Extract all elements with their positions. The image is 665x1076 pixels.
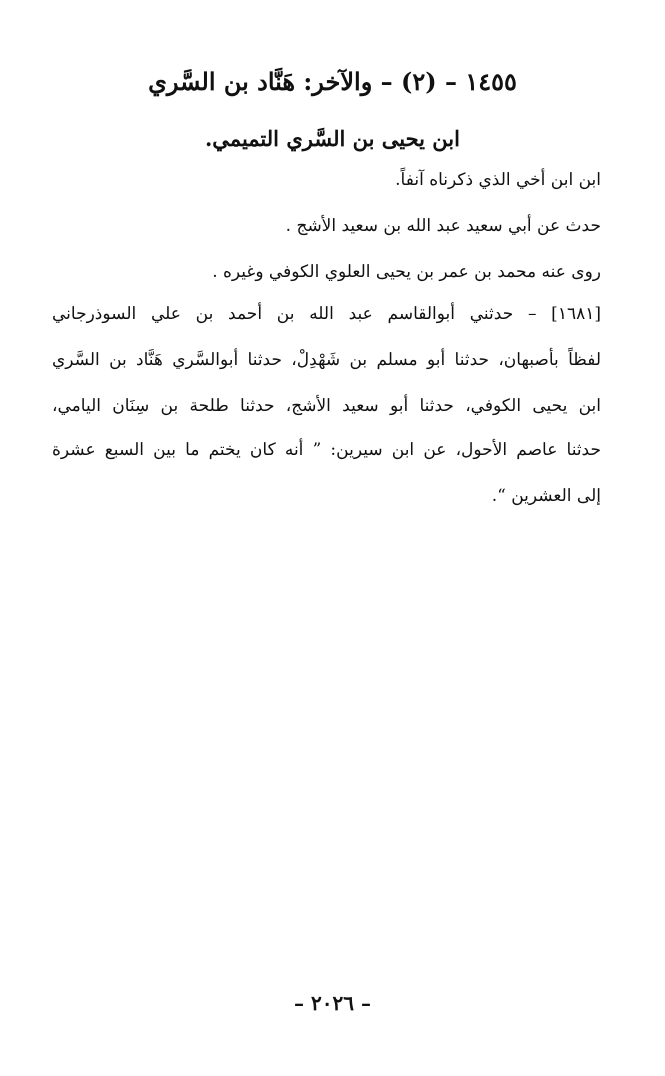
body-line: إلى العشرين “. [491, 486, 601, 506]
body-line: ابن ابن أخي الذي ذكرناه آنفاً. [395, 170, 601, 190]
body-line: ابن يحيى الكوفي، حدثنا أبو سعيد الأشج، حدثنا طلحة بن سِنَان اليامي، [52, 396, 601, 416]
body-line: روى عنه محمد بن عمر بن يحيى العلوي الكوفي وغيره . [212, 262, 601, 282]
entry-subtitle: ابن يحيى بن السَّري التميمي. [205, 126, 460, 151]
body-line: لفظاً بأصبهان، حدثنا أبو مسلم بن شَهْدِلْ، حدثنا أبوالسَّري هَنَّاد بن السَّري [52, 350, 601, 370]
page-number: – ٢٠٢٦ – [294, 991, 371, 1015]
body-line: حدث عن أبي سعيد عبد الله بن سعيد الأشج . [285, 216, 601, 236]
body-line: حدثنا عاصم الأحول، عن ابن سيرين: ” أنه كان يختم ما بين السبع عشرة [52, 440, 601, 460]
body-line: [١٦٨١] – حدثني أبوالقاسم عبد الله بن أحمد بن علي السوذرجاني [52, 304, 601, 324]
entry-title: ١٤٥٥ – (٢) – والآخر: هَنَّاد بن السَّري [148, 67, 517, 96]
